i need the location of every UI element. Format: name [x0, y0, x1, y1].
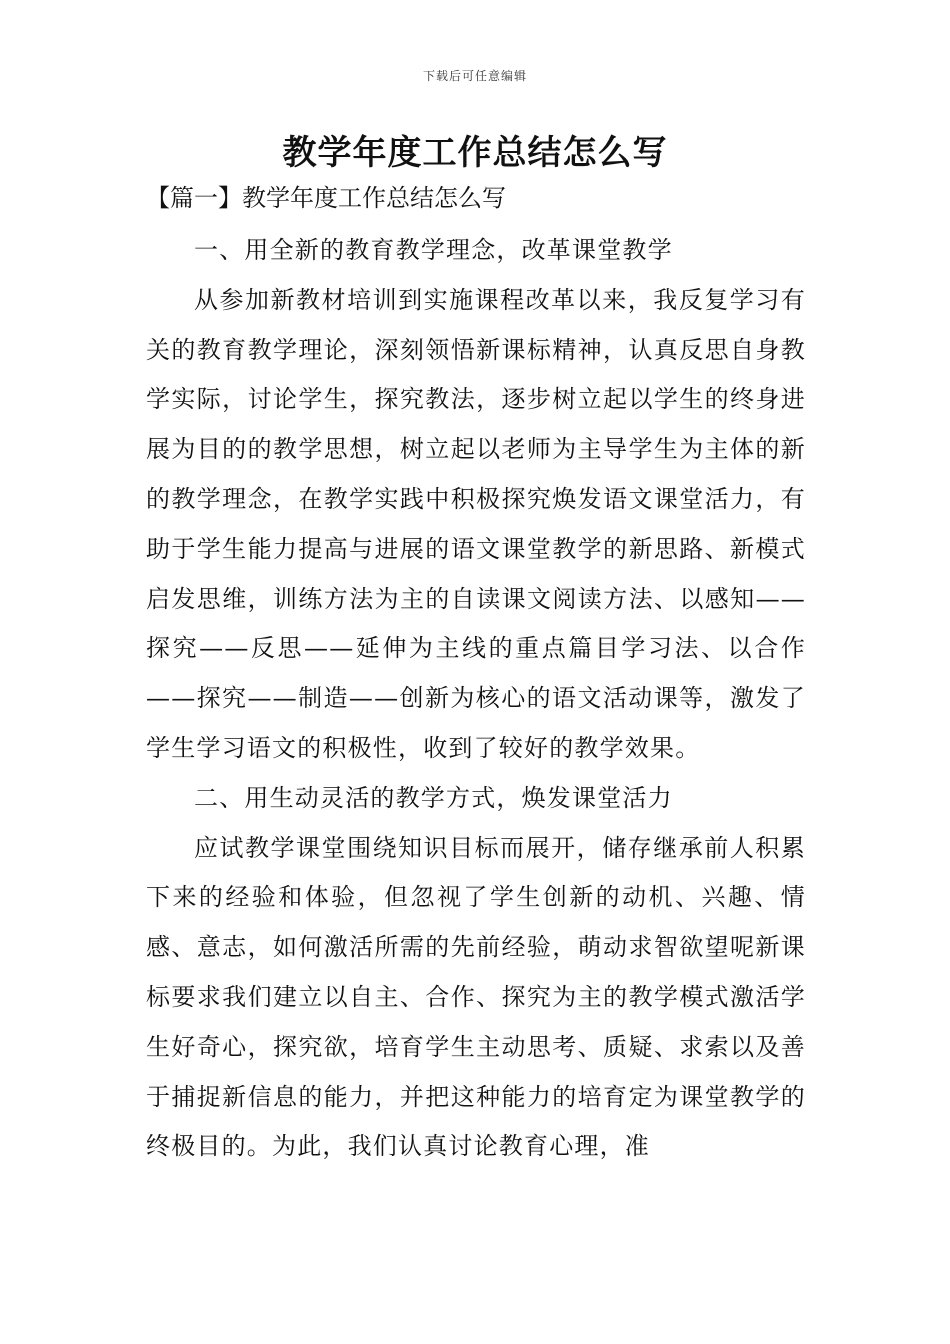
- heading-one: 一、用全新的教育教学理念，改革课堂教学: [194, 236, 673, 264]
- paragraph-one: 从参加新教材培训到实施课程改革以来，我反复学习有关的教育教学理论，深刻领悟新课标精神，认真反思自身教学实际，讨论学生，探究教法，逐步树立起以学生的终身进展为目的的教学思想，树立起以老师为主导学生为主体的新的教学理念，在教学实践中积极探究焕发语文课堂活力，有助于学生能力提高与进展的语文课堂教学的新思路、新模式启发思维，训练方法为主的自读课文阅读方法、以感知——探究——反思——延伸为主线的重点篇目学习法、以合作——探究——制造——创新为核心的语文活动课等，激发了学生学习语文的积极性，收到了较好的教学效果。: [146, 285, 806, 762]
- header-note: 下载后可任意编辑: [422, 69, 527, 83]
- section-label: 【篇一】教学年度工作总结怎么写: [146, 184, 506, 212]
- document-body: [146, 226, 806, 1172]
- heading-two: 二、用生动灵活的教学方式，焕发课堂活力: [194, 783, 673, 812]
- document-title: 教学年度工作总结怎么写: [282, 133, 668, 173]
- paragraph-two: 应试教学课堂围绕知识目标而展开，储存继承前人积累下来的经验和体验，但忽视了学生创新的动机、兴趣、情感、意志，如何激活所需的先前经验，萌动求智欲望呢新课标要求我们建立以自主、合作、探究为主的教学模式激活学生好奇心，探究欲，培育学生主动思考、质疑、求索以及善于捕捉新信息的能力，并把这种能力的培育定为课堂教学的终极目的。为此，我们认真讨论教育心理，准: [146, 833, 806, 1161]
